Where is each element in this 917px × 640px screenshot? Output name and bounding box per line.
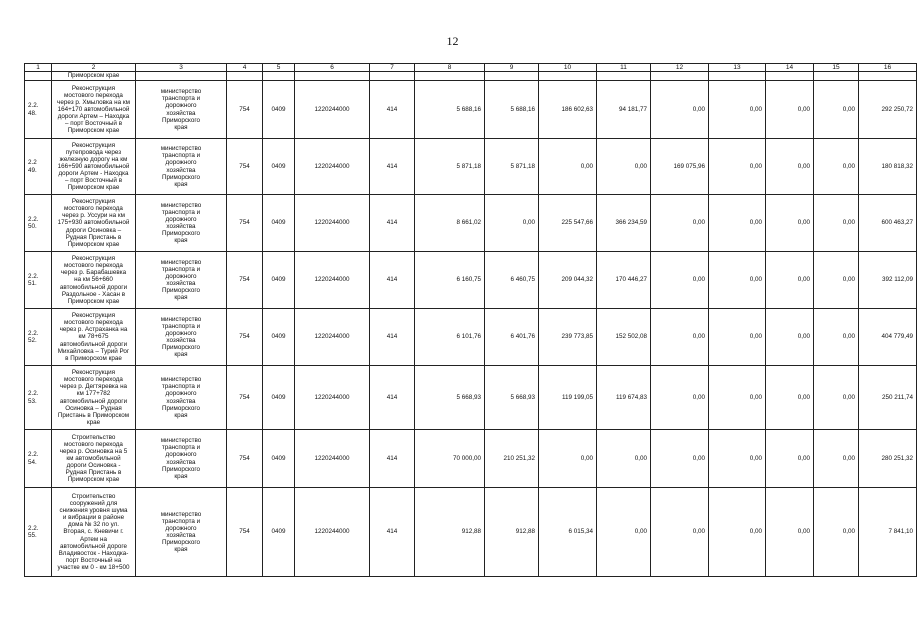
amount-col-8: 912,88 — [415, 488, 485, 577]
target-article-code: 1220244000 — [295, 252, 370, 309]
amount-col-13: 0,00 — [709, 139, 766, 195]
table-row — [25, 430, 917, 488]
project-name: Реконструкция мостового перехода через р. Астраханка на км 78+675 автомобильной дороги Михайловка – Турий Рог в Приморском крае — [52, 309, 136, 366]
target-article-code: 1220244000 — [295, 139, 370, 195]
amount-col-13: 0,00 — [709, 252, 766, 309]
responsible-agency: министерство транспорта и дорожного хозяйства Приморского края — [136, 430, 227, 488]
ministry-code: 754 — [227, 139, 263, 195]
ministry-code: 754 — [227, 309, 263, 366]
table-row — [25, 139, 917, 195]
continuation-row — [25, 72, 917, 81]
total-amount: 600 463,27 — [859, 195, 917, 252]
amount-col-14: 0,00 — [766, 139, 814, 195]
amount-col-14: 0,00 — [766, 430, 814, 488]
project-name: Реконструкция мостового перехода через р. Дегтяревка на км 177+782 автомобильной дороги Осиновка – Рудная Пристань в Приморском крае — [52, 366, 136, 430]
amount-col-8: 5 871,18 — [415, 139, 485, 195]
budget-table — [24, 63, 917, 577]
item-code: 2.2. 53. — [25, 366, 52, 430]
column-number: 7 — [370, 64, 415, 72]
amount-col-10: 0,00 — [539, 139, 597, 195]
table-row — [25, 195, 917, 252]
target-article-code: 1220244000 — [295, 366, 370, 430]
amount-col-12: 0,00 — [651, 195, 709, 252]
target-article-code: 1220244000 — [295, 430, 370, 488]
target-article-code: 1220244000 — [295, 488, 370, 577]
amount-col-12: 169 075,96 — [651, 139, 709, 195]
responsible-agency: министерство транспорта и дорожного хозяйства Приморского края — [136, 488, 227, 577]
amount-col-11: 0,00 — [597, 430, 651, 488]
amount-col-8: 5 668,93 — [415, 366, 485, 430]
expense-type-code: 414 — [370, 195, 415, 252]
column-number: 14 — [766, 64, 814, 72]
continuation-text: Приморском крае — [52, 72, 136, 81]
amount-col-15: 0,00 — [814, 488, 859, 577]
responsible-agency: министерство транспорта и дорожного хозяйства Приморского края — [136, 366, 227, 430]
expense-type-code: 414 — [370, 139, 415, 195]
expense-type-code: 414 — [370, 488, 415, 577]
total-amount: 392 112,09 — [859, 252, 917, 309]
responsible-agency: министерство транспорта и дорожного хозяйства Приморского края — [136, 252, 227, 309]
column-number: 4 — [227, 64, 263, 72]
amount-col-13: 0,00 — [709, 430, 766, 488]
amount-col-9: 0,00 — [485, 195, 539, 252]
expense-type-code: 414 — [370, 81, 415, 139]
amount-col-11: 0,00 — [597, 139, 651, 195]
column-number: 9 — [485, 64, 539, 72]
amount-col-12: 0,00 — [651, 366, 709, 430]
total-amount: 7 841,10 — [859, 488, 917, 577]
amount-col-9: 6 401,76 — [485, 309, 539, 366]
section-code: 0409 — [263, 366, 295, 430]
amount-col-8: 6 101,76 — [415, 309, 485, 366]
project-name: Реконструкция путепровода через железную дорогу на км 166+590 автомобильной дороги Артем - Находка – порт Восточный в Приморском крае — [52, 139, 136, 195]
amount-col-9: 5 871,18 — [485, 139, 539, 195]
section-code: 0409 — [263, 309, 295, 366]
amount-col-11: 0,00 — [597, 488, 651, 577]
amount-col-14: 0,00 — [766, 488, 814, 577]
total-amount: 404 779,49 — [859, 309, 917, 366]
ministry-code: 754 — [227, 366, 263, 430]
amount-col-12: 0,00 — [651, 430, 709, 488]
expense-type-code: 414 — [370, 366, 415, 430]
amount-col-9: 6 460,75 — [485, 252, 539, 309]
amount-col-13: 0,00 — [709, 488, 766, 577]
column-number-row — [25, 64, 917, 72]
column-number: 16 — [859, 64, 917, 72]
amount-col-13: 0,00 — [709, 195, 766, 252]
item-code: 2.2 49. — [25, 139, 52, 195]
column-number: 6 — [295, 64, 370, 72]
item-code: 2.2. 48. — [25, 81, 52, 139]
section-code: 0409 — [263, 430, 295, 488]
amount-col-10: 6 015,34 — [539, 488, 597, 577]
column-number: 2 — [52, 64, 136, 72]
amount-col-10: 225 547,66 — [539, 195, 597, 252]
column-number: 1 — [25, 64, 52, 72]
total-amount: 280 251,32 — [859, 430, 917, 488]
target-article-code: 1220244000 — [295, 309, 370, 366]
amount-col-15: 0,00 — [814, 195, 859, 252]
amount-col-12: 0,00 — [651, 81, 709, 139]
amount-col-10: 186 602,63 — [539, 81, 597, 139]
column-number: 3 — [136, 64, 227, 72]
section-code: 0409 — [263, 488, 295, 577]
section-code: 0409 — [263, 81, 295, 139]
section-code: 0409 — [263, 139, 295, 195]
total-amount: 180 818,32 — [859, 139, 917, 195]
amount-col-12: 0,00 — [651, 252, 709, 309]
responsible-agency: министерство транспорта и дорожного хозяйства Приморского края — [136, 81, 227, 139]
amount-col-11: 119 674,83 — [597, 366, 651, 430]
amount-col-13: 0,00 — [709, 366, 766, 430]
section-code: 0409 — [263, 195, 295, 252]
amount-col-8: 6 160,75 — [415, 252, 485, 309]
amount-col-12: 0,00 — [651, 309, 709, 366]
project-name: Реконструкция мостового перехода через р. Барабашевка на км 56+660 автомобильной дороги Раздольное - Хасан в Приморском крае — [52, 252, 136, 309]
ministry-code: 754 — [227, 430, 263, 488]
ministry-code: 754 — [227, 81, 263, 139]
expense-type-code: 414 — [370, 309, 415, 366]
expense-type-code: 414 — [370, 252, 415, 309]
table-row — [25, 488, 917, 577]
column-number: 8 — [415, 64, 485, 72]
column-number: 13 — [709, 64, 766, 72]
amount-col-13: 0,00 — [709, 81, 766, 139]
amount-col-10: 209 044,32 — [539, 252, 597, 309]
table-row — [25, 81, 917, 139]
table-body — [25, 64, 917, 577]
project-name: Реконструкция мостового перехода через р. Уссури на км 175+930 автомобильной дороги Осиновка – Рудная Пристань в Приморском крае — [52, 195, 136, 252]
amount-col-11: 152 502,08 — [597, 309, 651, 366]
amount-col-11: 366 234,59 — [597, 195, 651, 252]
amount-col-10: 0,00 — [539, 430, 597, 488]
amount-col-8: 70 000,00 — [415, 430, 485, 488]
ministry-code: 754 — [227, 488, 263, 577]
amount-col-9: 5 668,93 — [485, 366, 539, 430]
table-row — [25, 366, 917, 430]
responsible-agency: министерство транспорта и дорожного хозяйства Приморского края — [136, 195, 227, 252]
amount-col-14: 0,00 — [766, 81, 814, 139]
amount-col-15: 0,00 — [814, 139, 859, 195]
column-number: 11 — [597, 64, 651, 72]
amount-col-15: 0,00 — [814, 81, 859, 139]
item-code: 2.2. 50. — [25, 195, 52, 252]
amount-col-10: 119 199,05 — [539, 366, 597, 430]
amount-col-15: 0,00 — [814, 366, 859, 430]
table-row — [25, 252, 917, 309]
amount-col-15: 0,00 — [814, 309, 859, 366]
item-code: 2.2. 51. — [25, 252, 52, 309]
project-name: Строительство сооружений для снижения уровня шума и вибрации в районе дома № 32 по ул. Вторая, с. Кневичи г. Артем на автомобильной дороге Владивосток - Находка- порт Восточный на участке км 0 - км 18+500 — [52, 488, 136, 577]
target-article-code: 1220244000 — [295, 81, 370, 139]
amount-col-9: 912,88 — [485, 488, 539, 577]
amount-col-9: 210 251,32 — [485, 430, 539, 488]
amount-col-15: 0,00 — [814, 430, 859, 488]
total-amount: 292 250,72 — [859, 81, 917, 139]
item-code: 2.2. 52. — [25, 309, 52, 366]
amount-col-14: 0,00 — [766, 366, 814, 430]
ministry-code: 754 — [227, 252, 263, 309]
amount-col-14: 0,00 — [766, 195, 814, 252]
amount-col-14: 0,00 — [766, 309, 814, 366]
column-number: 10 — [539, 64, 597, 72]
expense-type-code: 414 — [370, 430, 415, 488]
table-row — [25, 309, 917, 366]
column-number: 5 — [263, 64, 295, 72]
page-number: 12 — [446, 34, 459, 48]
total-amount: 250 211,74 — [859, 366, 917, 430]
amount-col-11: 94 181,77 — [597, 81, 651, 139]
column-number: 12 — [651, 64, 709, 72]
amount-col-12: 0,00 — [651, 488, 709, 577]
responsible-agency: министерство транспорта и дорожного хозяйства Приморского края — [136, 309, 227, 366]
item-code: 2.2. 55. — [25, 488, 52, 577]
amount-col-14: 0,00 — [766, 252, 814, 309]
target-article-code: 1220244000 — [295, 195, 370, 252]
amount-col-15: 0,00 — [814, 252, 859, 309]
section-code: 0409 — [263, 252, 295, 309]
ministry-code: 754 — [227, 195, 263, 252]
amount-col-11: 170 446,27 — [597, 252, 651, 309]
amount-col-13: 0,00 — [709, 309, 766, 366]
column-number: 15 — [814, 64, 859, 72]
amount-col-8: 5 688,16 — [415, 81, 485, 139]
responsible-agency: министерство транспорта и дорожного хозяйства Приморского края — [136, 139, 227, 195]
project-name: Реконструкция мостового перехода через р. Хмыловка на км 164+170 автомобильной дороги Артем – Находка – порт Восточный в Приморском крае — [52, 81, 136, 139]
amount-col-10: 239 773,85 — [539, 309, 597, 366]
project-name: Строительство мостового перехода через р. Осиновка на 5 км автомобильной дороги Осиновка - Рудная Пристань в Приморском крае — [52, 430, 136, 488]
amount-col-8: 8 661,02 — [415, 195, 485, 252]
item-code: 2.2. 54. — [25, 430, 52, 488]
amount-col-9: 5 688,16 — [485, 81, 539, 139]
